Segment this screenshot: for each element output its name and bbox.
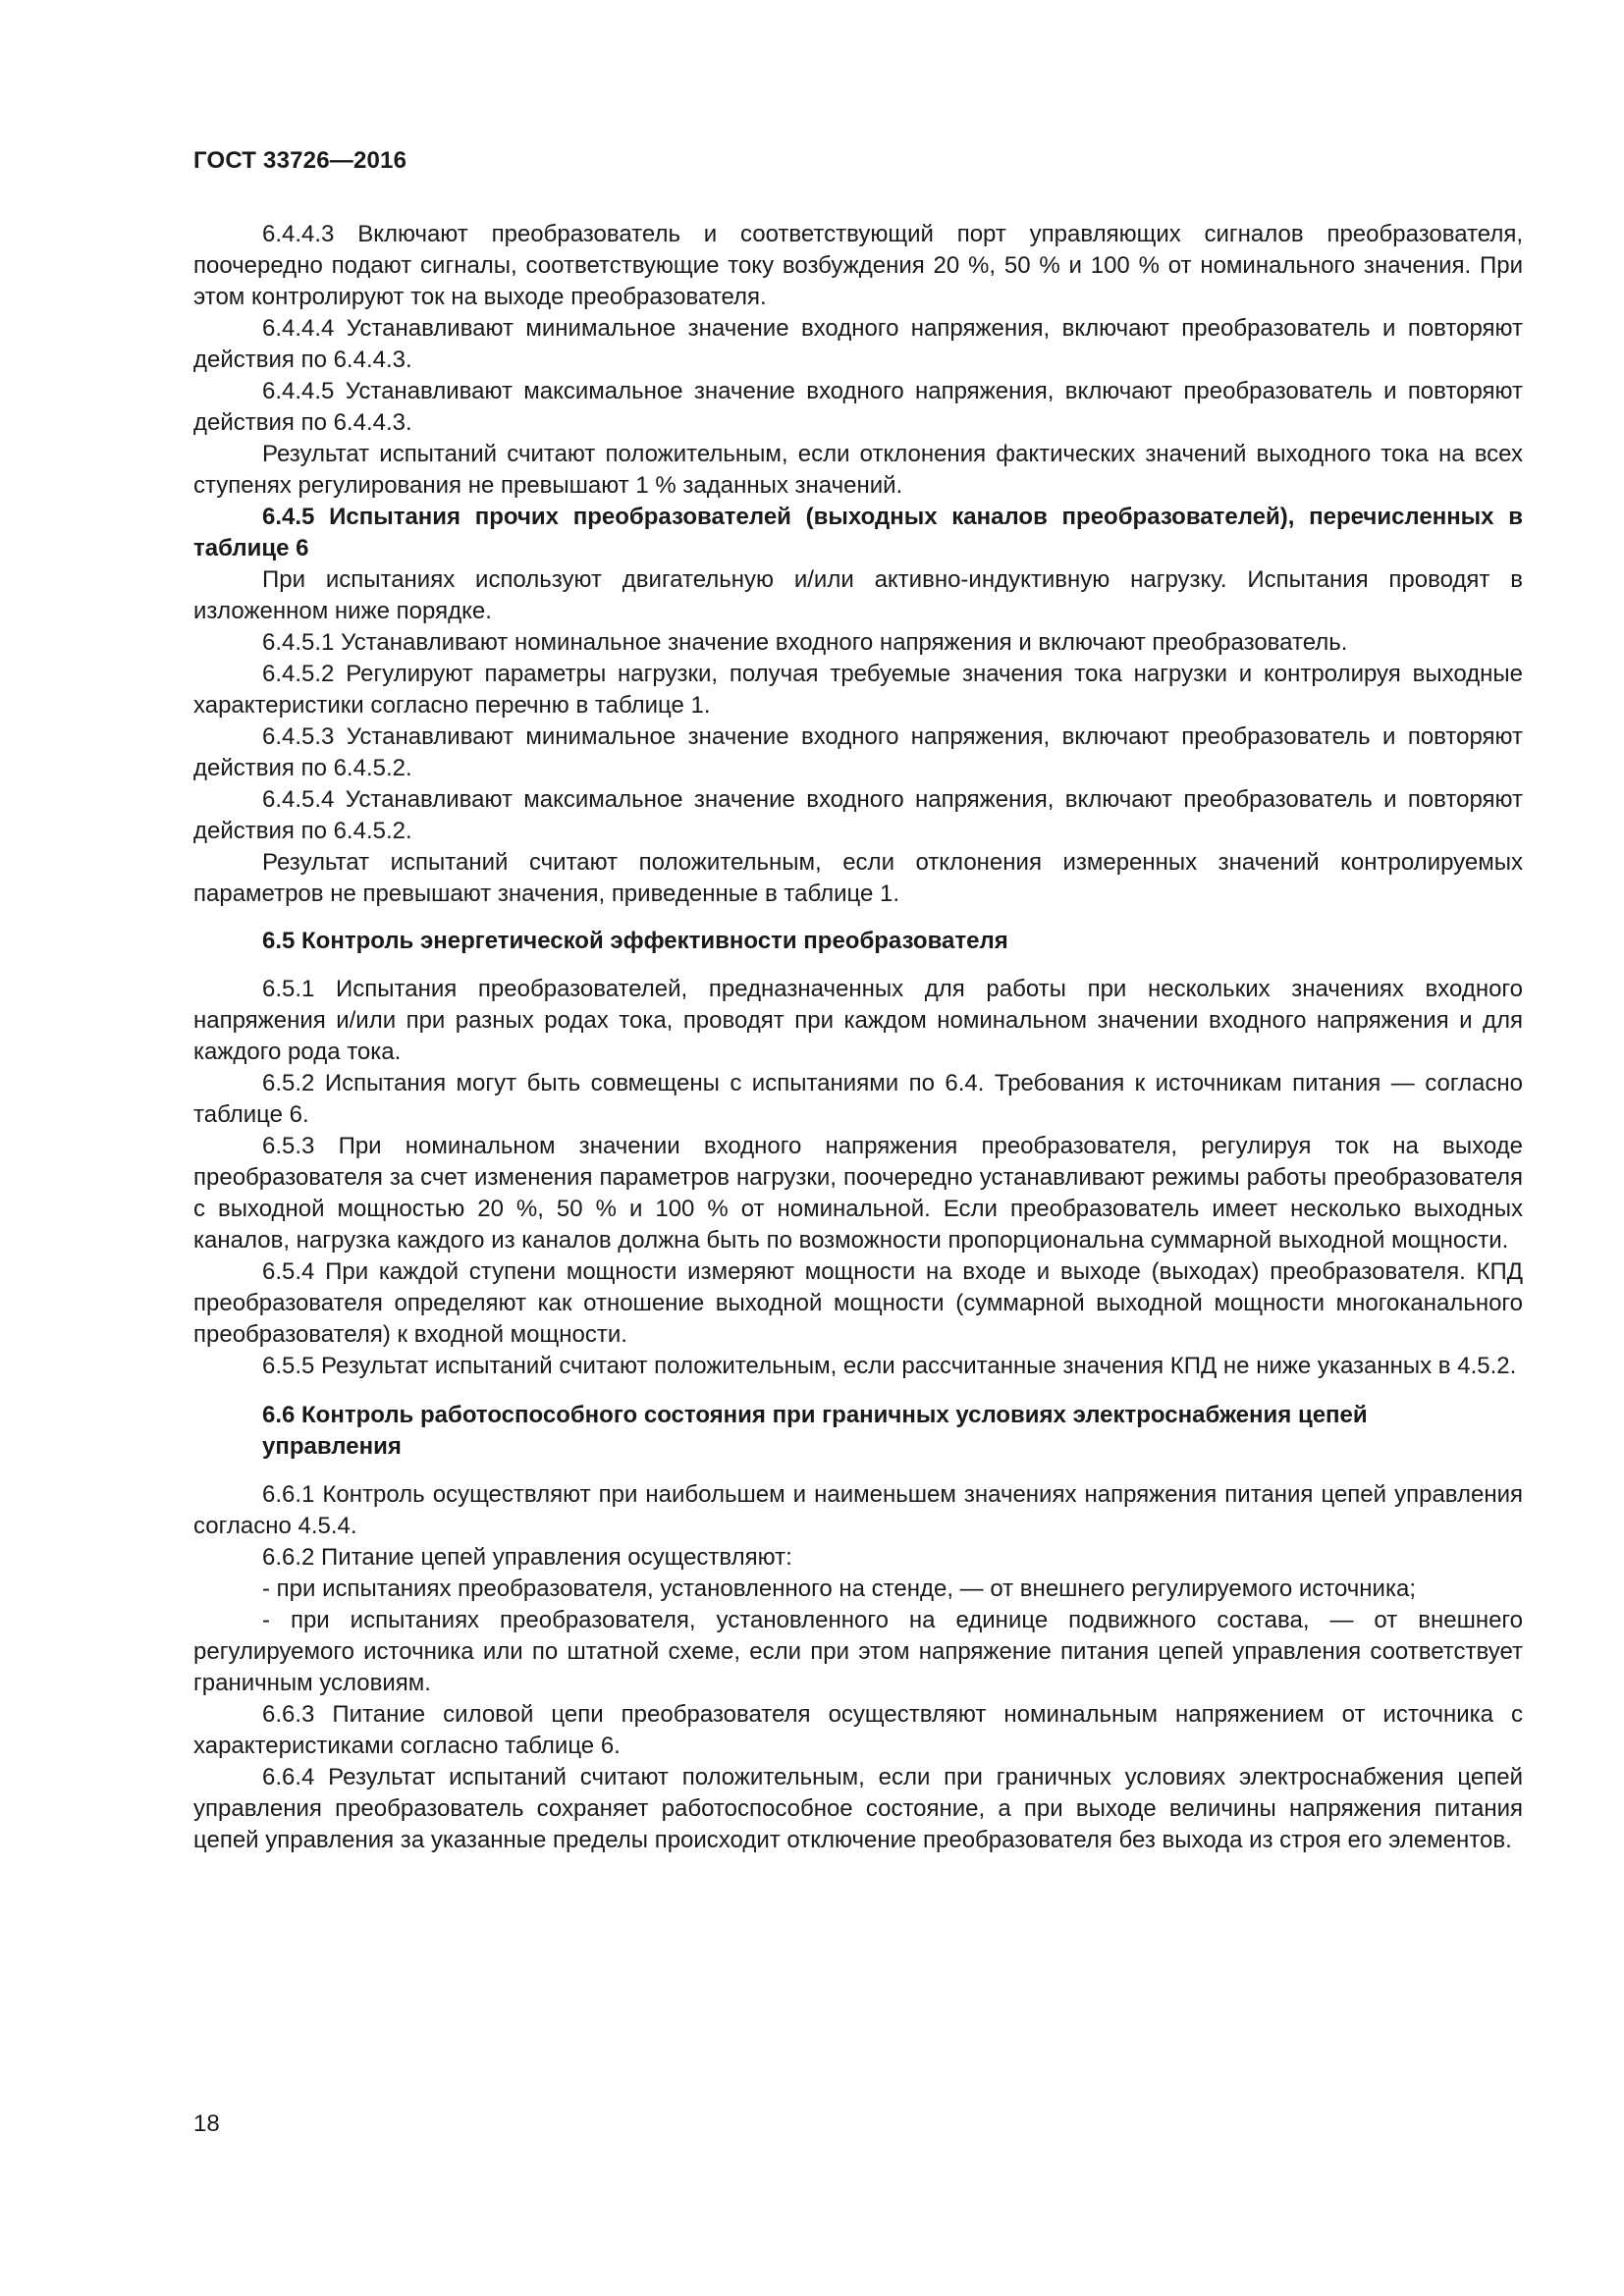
- paragraph-result-6-4-5: Результат испытаний считают положительным, если отклонения измеренных значений контролируемых параметров не превышают значения, приведенные в таблице 1.: [193, 849, 1523, 907]
- paragraph-6-6-1: 6.6.1 Контроль осуществляют при наибольшем и наименьшем значениях напряжения питания цепей управления согласно 4.5.4.: [193, 1481, 1523, 1539]
- section-heading-6-5: 6.5 Контроль энергетической эффективности преобразователя: [262, 928, 1008, 954]
- paragraph-6-6-3: 6.6.3 Питание силовой цепи преобразователя осуществляют номинальным напряжением от источника с характеристиками согласно таблице 6.: [193, 1701, 1523, 1759]
- paragraph-6-5-2: 6.5.2 Испытания могут быть совмещены с испытаниями по 6.4. Требования к источникам питания — согласно таблице 6.: [193, 1070, 1523, 1128]
- paragraph-6-4-4-4: 6.4.4.4 Устанавливают минимальное значение входного напряжения, включают преобразователь и повторяют действия по 6.4.4.3.: [193, 315, 1523, 373]
- paragraph-6-6-2: 6.6.2 Питание цепей управления осуществляют:: [262, 1544, 792, 1571]
- paragraph-6-4-5-2: 6.4.5.2 Регулируют параметры нагрузки, получая требуемые значения тока нагрузки и контролируя выходные характеристики согласно перечню в таблице 1.: [193, 661, 1523, 719]
- paragraph-6-4-4-5: 6.4.4.5 Устанавливают максимальное значение входного напряжения, включают преобразователь и повторяют действия по 6.4.4.3.: [193, 378, 1523, 436]
- paragraph-6-4-5-4: 6.4.5.4 Устанавливают максимальное значение входного напряжения, включают преобразователь и повторяют действия по 6.4.5.2.: [193, 786, 1523, 844]
- page-number: 18: [193, 2110, 220, 2137]
- section-heading-6-6: 6.6 Контроль работоспособного состояния при граничных условиях электроснабжения цепей управления: [262, 1402, 1368, 1460]
- paragraph-6-4-5-3: 6.4.5.3 Устанавливают минимальное значение входного напряжения, включают преобразователь и повторяют действия по 6.4.5.2.: [193, 723, 1523, 781]
- paragraph-6-4-4-3: 6.4.4.3 Включают преобразователь и соответствующий порт управляющих сигналов преобразователя, поочередно подают сигналы, соответствующие току возбуждения 20 %, 50 % и 100 % от номинального значения. При этом контролируют ток на выходе преобразователя.: [193, 221, 1523, 310]
- paragraph-6-5-1: 6.5.1 Испытания преобразователей, предназначенных для работы при нескольких значениях входного напряжения и/или при разных родах тока, проводят при каждом номинальном значении входного напряжения и для каждого рода тока.: [193, 976, 1523, 1065]
- paragraph-6-5-4: 6.5.4 При каждой ступени мощности измеряют мощности на входе и выходе (выходах) преобразователя. КПД преобразователя определяют как отношение выходной мощности (суммарной выходной мощности многоканального преобразователя) к входной мощности.: [193, 1258, 1523, 1348]
- paragraph-6-5-5: 6.5.5 Результат испытаний считают положительным, если рассчитанные значения КПД не ниже указанных в 4.5.2.: [262, 1353, 1517, 1379]
- paragraph-result-6-4-4: Результат испытаний считают положительным, если отклонения фактических значений выходного тока на всех ступенях регулирования не превышают 1 % заданных значений.: [193, 441, 1523, 499]
- list-item-6-6-2-stand: - при испытаниях преобразователя, установленного на стенде, — от внешнего регулируемого источника;: [262, 1575, 1416, 1602]
- paragraph-6-6-4: 6.6.4 Результат испытаний считают положительным, если при граничных условиях электроснабжения цепей управления преобразователь сохраняет работоспособное состояние, а при выходе величины напряжения питания цепей управления за указанные пределы происходит отключение преобразователя без выхода из строя его элементов.: [193, 1764, 1523, 1853]
- paragraph-6-4-5-1: 6.4.5.1 Устанавливают номинальное значение входного напряжения и включают преобразователь.: [262, 629, 1348, 656]
- paragraph-6-5-3: 6.5.3 При номинальном значении входного напряжения преобразователя, регулируя ток на выходе преобразователя за счет изменения параметров нагрузки, поочередно устанавливают режимы работы преобразователя с выходной мощностью 20 %, 50 % и 100 % от номинальной. Если преобразователь имеет несколько выходных каналов, нагрузка каждого из каналов должна быть по возможности пропорциональна суммарной выходной мощности.: [193, 1133, 1523, 1254]
- document-body: [193, 219, 1523, 1856]
- heading-6-4-5: 6.4.5 Испытания прочих преобразователей (выходных каналов преобразователей), перечисленных в таблице 6: [193, 504, 1523, 561]
- list-item-6-6-2-rolling-stock: - при испытаниях преобразователя, установленного на единице подвижного состава, — от внешнего регулируемого источника или по штатной схеме, если при этом напряжение питания цепей управления соответствует граничным условиям.: [193, 1607, 1523, 1696]
- document-header: ГОСТ 33726—2016: [193, 147, 407, 174]
- paragraph-6-4-5-intro: При испытаниях используют двигательную и/или активно-индуктивную нагрузку. Испытания проводят в изложенном ниже порядке.: [193, 566, 1523, 624]
